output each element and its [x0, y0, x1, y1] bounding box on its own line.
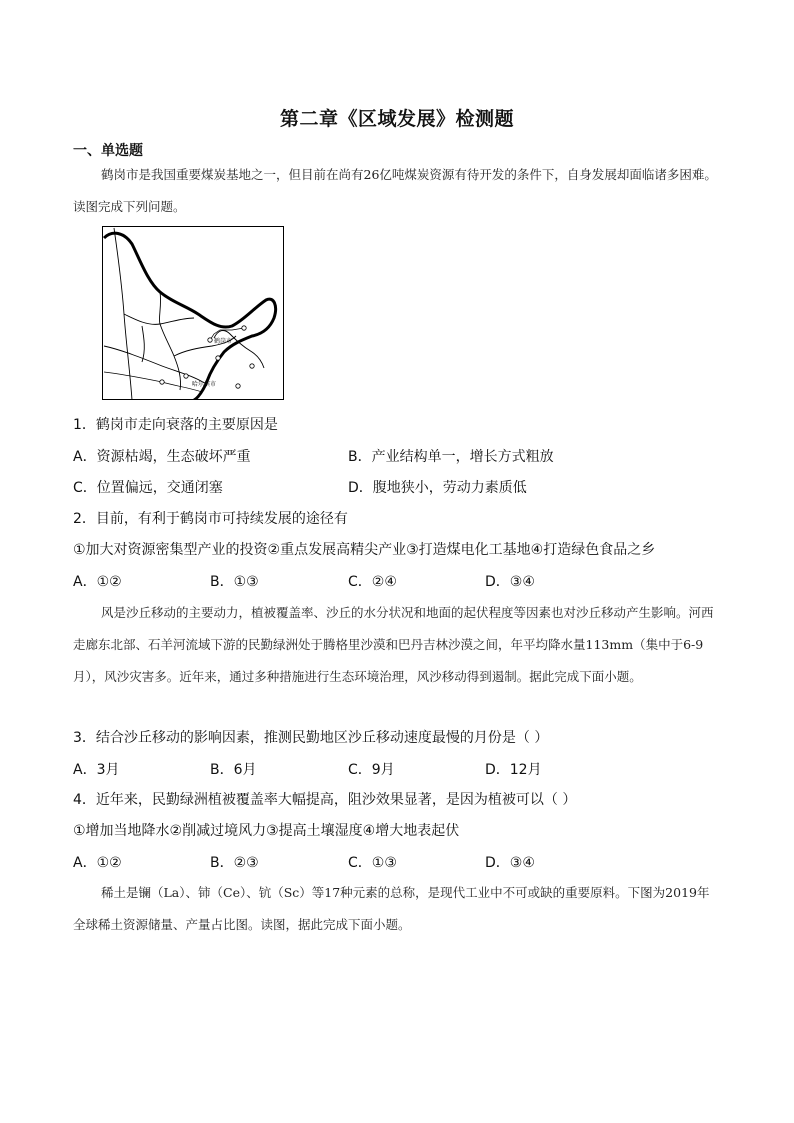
question-3-stem: 3．结合沙丘移动的影响因素，推测民勤地区沙丘移动速度最慢的月份是（ ） [73, 730, 549, 746]
intro-paragraph-3: 稀土是镧（La）、铈（Ce）、钪（Sc）等17种元素的总称，是现代工业中不可或缺的重要原料。下图为2019年全球稀土资源储量、产量占比图。读图，据此完成下面小题。 [73, 885, 710, 932]
city-point [242, 326, 246, 330]
map-label-hegang: 鹤岗市 [214, 338, 233, 345]
city-point [236, 384, 240, 388]
q3-option-b[interactable]: B．6月 [210, 762, 257, 778]
q2-option-c[interactable]: C．②④ [348, 574, 397, 590]
q1-option-a[interactable]: A．资源枯竭，生态破坏严重 [73, 449, 251, 465]
q2-statements: ①加大对资源密集型产业的投资②重点发展高精尖产业③打造煤电化工基地④打造绿色食品之乡 [73, 542, 656, 558]
section-heading: 一、单选题 [73, 143, 143, 159]
question-1-stem: 1．鹤岗市走向衰落的主要原因是 [73, 417, 278, 433]
hegang-map [102, 226, 284, 400]
q2-option-a[interactable]: A．①② [73, 574, 122, 590]
question-4-stem: 4．近年来，民勤绿洲植被覆盖率大幅提高，阻沙效果显著，是因为植被可以（ ） [73, 792, 577, 808]
intro-paragraph-1: 鹤岗市是我国重要煤炭基地之一，但目前在尚有26亿吨煤炭资源有待开发的条件下，自身发展却面临诸多困难。读图完成下列问题。 [73, 167, 717, 214]
city-point [184, 374, 188, 378]
q2-option-d[interactable]: D．③④ [485, 574, 535, 590]
q1-option-d[interactable]: D．腹地狭小，劳动力素质低 [348, 480, 527, 496]
page-title: 第二章《区域发展》检测题 [279, 108, 514, 130]
q4-option-a[interactable]: A．①② [73, 855, 122, 871]
city-point [160, 380, 164, 384]
city-point [216, 356, 220, 360]
q2-option-b[interactable]: B．①③ [210, 574, 259, 590]
q3-option-a[interactable]: A．3月 [73, 762, 120, 778]
q1-option-c[interactable]: C．位置偏远，交通闭塞 [73, 480, 223, 496]
q4-option-d[interactable]: D．③④ [485, 855, 535, 871]
map-label-harbin: 哈尔滨市 [192, 381, 217, 388]
q3-option-d[interactable]: D．12月 [485, 762, 542, 778]
city-point [250, 364, 254, 368]
intro-paragraph-2: 风是沙丘移动的主要动力，植被覆盖率、沙丘的水分状况和地面的起伏程度等因素也对沙丘移动产生影响。河西走廊东北部、石羊河流域下游的民勤绿洲处于腾格里沙漠和巴丹吉林沙漠之间，年平均降水量113mm（集中于6-9月），风沙灾害多。近年来，通过多种措施进行生态环境治理，风沙移动得到遏制。据此完成下面小题。 [73, 605, 714, 684]
q4-option-c[interactable]: C．①③ [348, 855, 397, 871]
q3-option-c[interactable]: C．9月 [348, 762, 395, 778]
q1-option-b[interactable]: B．产业结构单一，增长方式粗放 [348, 449, 554, 465]
question-2-stem: 2．目前，有利于鹤岗市可持续发展的途径有 [73, 511, 348, 527]
q4-statements: ①增加当地降水②削减过境风力③提高土壤湿度④增大地表起伏 [73, 823, 460, 839]
city-point [208, 338, 212, 342]
q4-option-b[interactable]: B．②③ [210, 855, 259, 871]
